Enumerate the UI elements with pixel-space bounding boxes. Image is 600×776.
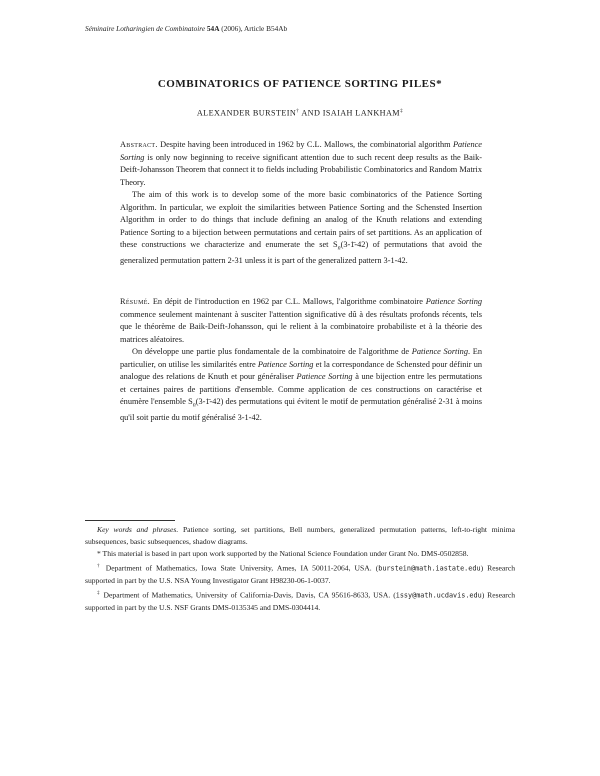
journal-volume: 54A	[206, 24, 220, 33]
keywords-label: Key words and phrases.	[97, 525, 179, 534]
footnote-funding	[85, 548, 515, 560]
resume-emphasis: Patience Sorting	[296, 372, 353, 381]
resume-text: et la correspondance de Schensted pour définir un analogue des relations de Knuth et pour généraliser	[120, 359, 482, 381]
abstract-heading: Abstract.	[120, 140, 158, 149]
resume-heading: Résumé.	[120, 297, 151, 306]
dagger-mark: †	[97, 563, 102, 569]
footnote-divider	[85, 520, 175, 521]
resume-paragraph-1	[120, 296, 482, 346]
resume-text: On développe une partie plus fondamentale de la combinatoire de l'algorithme de	[132, 347, 412, 356]
author-conjunction: AND	[299, 108, 323, 118]
abstract-paragraph-1	[120, 139, 482, 189]
journal-issue: (2006), Article B54Ab	[221, 24, 288, 33]
abstract-text: is only now beginning to receive significant attention due to such recent deep results as the Baik-Deift-Johansson Theorem that connect it to fields including Probabilistic Combinatorics and Random Matrix Theory.	[120, 152, 482, 187]
abstract-emphasis: Patience Sorting	[120, 140, 482, 162]
footnote-burstein	[85, 561, 515, 587]
affiliation-text: Department of Mathematics, Iowa State University, Ames, IA 50011-2064, USA. (	[101, 563, 379, 573]
abstract-section	[120, 139, 482, 268]
abstract-text: The aim of this work is to develop some of the more basic combinatorics of the Patience Sorting Algorithm. In particular, we exploit the similarities between Patience Sorting and the Schensted Insertion Algorithm in order to do things that include defining an analog of the Knuth relations and extending Patience Sorting to a bijection between permutations and certain pairs of set partitions. As an application of these constructions we characterize and enumerate the set S	[120, 190, 482, 249]
resume-text: à une bijection entre les permutations et certaines paires de partitions d'ensemble. Comme application de ces constructions on caractérise et énumère l'ensemble S	[120, 372, 482, 406]
abstract-text: Despite having been introduced in 1962 by C.L. Mallows, the combinatorial algorithm	[157, 140, 453, 149]
resume-text: commence seulement maintenant à susciter l'attention significative dû à des résultats profonds récents, tels que le théorème de Baik-Deift-Johansson, qui le relient à la combinatoire probabiliste et à la théorie des matrices aléatoires.	[120, 309, 482, 344]
email-burstein: burstein@math.iastate.edu	[378, 564, 481, 573]
author-lankham: ISAIAH LANKHAM	[322, 108, 400, 118]
author-line	[0, 108, 600, 118]
resume-section	[120, 296, 482, 425]
subscript-n: n	[192, 402, 196, 409]
resume-text: (3-1̄-42) des permutations qui évitent le motif de permutation généralisé 2-31 à moins qu'il soit partie du motif généralisé 3-1-42.	[120, 397, 482, 423]
footnotes-section	[85, 520, 515, 613]
dagger-mark: †	[296, 108, 300, 114]
subscript-n: n	[337, 245, 341, 252]
footnote-lankham	[85, 588, 515, 614]
double-dagger-mark: ‡	[97, 590, 101, 596]
keywords-text: Patience sorting, set partitions, Bell numbers, generalized permutation patterns, left-to-right minima subsequences, basic subsequences, shadow diagrams.	[85, 525, 515, 546]
resume-text: . En particulier, on utilise les similarités entre	[120, 347, 482, 369]
abstract-text: (3-1̄-42) of permutations that avoid the generalized permutation pattern 2-31 unless it is part of the generalized pattern 3-1-42.	[120, 240, 482, 266]
star-mark: *	[97, 549, 101, 559]
resume-paragraph-2	[120, 346, 482, 425]
affiliation-text: ) Research supported in part by the U.S. NSF Grants DMS-0135345 and DMS-0304414.	[85, 590, 516, 612]
resume-emphasis: Patience Sorting	[257, 359, 314, 369]
abstract-paragraph-2	[120, 189, 482, 268]
double-dagger-mark: ‡	[399, 108, 404, 114]
footnote-keywords	[85, 524, 515, 547]
resume-emphasis: Patience Sorting	[411, 347, 468, 356]
resume-text: En dépit de l'introduction en 1962 par C.L. Mallows, l'algorithme combinatoire	[150, 297, 426, 306]
running-head	[85, 24, 287, 33]
resume-emphasis: Patience Sorting	[425, 297, 482, 306]
funding-text: This material is based in part upon work supported by the National Science Foundation under Grant No. DMS-0502858.	[100, 549, 469, 559]
affiliation-text: ) Research supported in part by the U.S. NSA Young Investigator Grant H98230-06-1-0037.	[85, 563, 515, 585]
affiliation-text: Department of Mathematics, University of California-Davis, Davis, CA 95616-8633, USA. (	[100, 590, 396, 600]
paper-title: COMBINATORICS OF PATIENCE SORTING PILES*	[157, 78, 443, 90]
author-burstein: ALEXANDER BURSTEIN	[196, 108, 297, 118]
email-lankham: issy@math.ucdavis.edu	[395, 591, 482, 600]
journal-name: Séminaire Lotharingien de Combinatoire	[85, 24, 206, 33]
